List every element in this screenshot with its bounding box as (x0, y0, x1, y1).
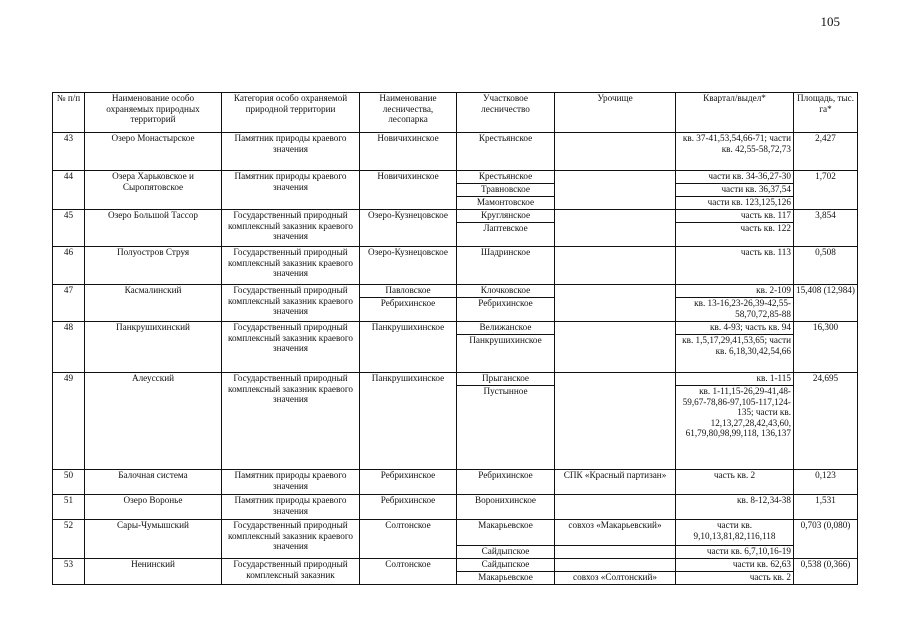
row-district: Мамонтовское (457, 197, 555, 210)
row-name: Алеусский (85, 373, 222, 470)
row-quarter: кв. 1,5,17,29,41,53,65; части кв. 6,18,30,42,54,66 (676, 335, 794, 373)
row-forestry: Павловское (360, 285, 457, 298)
table-row (53, 470, 858, 495)
header-name: Наименование особо охраняемых природных территорий (85, 93, 222, 133)
row-forestry: Озеро-Кузнецовское (360, 210, 457, 247)
row-category: Государственный природный комплексный заказник (222, 559, 360, 585)
row-num: 47 (53, 285, 85, 322)
page-number: 105 (820, 14, 840, 29)
table-row (53, 247, 858, 285)
row-quarter: части кв. 6,7,10,16-19 (676, 546, 794, 559)
row-tract: СПК «Красный партизан» (555, 470, 676, 495)
row-area: 0,703 (0,080) (794, 520, 858, 559)
row-name: Балочная система (85, 470, 222, 495)
row-quarter: кв. 4-93; часть кв. 94 (676, 322, 794, 335)
row-num: 50 (53, 470, 85, 495)
table-row (53, 133, 858, 171)
row-category: Государственный природный комплексный заказник краевого значения (222, 520, 360, 559)
row-quarter: части кв. 9,10,13,81,82,116,118 (676, 520, 794, 546)
row-forestry: Солтонское (360, 559, 457, 585)
row-area: 16,300 (794, 322, 858, 373)
row-district: Крестьянское (457, 133, 555, 171)
row-num: 48 (53, 322, 85, 373)
row-num: 53 (53, 559, 85, 585)
row-quarter: кв. 1-115 (676, 373, 794, 386)
row-name: Озера Харьковское и Сыропятовское (85, 171, 222, 210)
table-row (53, 520, 858, 546)
row-district: Панкрушихинское (457, 335, 555, 373)
row-area: 0,508 (794, 247, 858, 285)
row-area: 3,854 (794, 210, 858, 247)
row-area: 1,531 (794, 495, 858, 520)
row-num: 45 (53, 210, 85, 247)
row-area: 2,427 (794, 133, 858, 171)
row-quarter: части кв. 123,125,126 (676, 197, 794, 210)
row-category: Государственный природный комплексный заказник краевого значения (222, 247, 360, 285)
row-category: Государственный природный комплексный заказник краевого значения (222, 210, 360, 247)
table-row (53, 495, 858, 520)
row-name: Ненинский (85, 559, 222, 585)
row-tract (555, 546, 676, 559)
table-row (53, 373, 858, 386)
row-area: 0,123 (794, 470, 858, 495)
row-tract (555, 373, 676, 470)
row-quarter: часть кв. 117 (676, 210, 794, 223)
row-quarter: кв. 2-109 (676, 285, 794, 298)
row-forestry: Озеро-Кузнецовское (360, 247, 457, 285)
protected-areas-table (52, 92, 858, 585)
header-category: Категория особо охраняемой природной территории (222, 93, 360, 133)
row-tract (555, 133, 676, 171)
row-quarter: часть кв. 2 (676, 470, 794, 495)
row-name: Озеро Воронье (85, 495, 222, 520)
row-category: Памятник природы краевого значения (222, 171, 360, 210)
header-quarter: Квартал/выдел* (676, 93, 794, 133)
row-forestry: Ребрихинское (360, 298, 457, 322)
row-forestry: Солтонское (360, 520, 457, 559)
row-quarter: кв. 8-12,34-38 (676, 495, 794, 520)
row-district: Лаптевское (457, 223, 555, 247)
row-district: Клочковское (457, 285, 555, 298)
row-quarter: кв. 13-16,23-26,39-42,55-58,70,72,85-88 (676, 298, 794, 322)
row-forestry: Новичихинское (360, 171, 457, 210)
row-tract: совхоз «Макарьевский» (555, 520, 676, 546)
table-row (53, 210, 858, 223)
row-name: Полуостров Струя (85, 247, 222, 285)
row-forestry: Панкрушихинское (360, 373, 457, 470)
row-tract (555, 322, 676, 373)
header-area: Площадь, тыс. га* (794, 93, 858, 133)
row-quarter: части кв. 34-36,27-30 (676, 171, 794, 184)
table-row (53, 322, 858, 335)
row-name: Панкрушихинский (85, 322, 222, 373)
row-area: 1,702 (794, 171, 858, 210)
table-row (53, 559, 858, 572)
row-category: Государственный природный комплексный заказник краевого значения (222, 322, 360, 373)
row-num: 49 (53, 373, 85, 470)
row-category: Государственный природный комплексный заказник краевого значения (222, 285, 360, 322)
row-num: 44 (53, 171, 85, 210)
table-row (53, 285, 858, 298)
row-quarter: части кв. 62,63 (676, 559, 794, 572)
header-district: Участковое лесничество (457, 93, 555, 133)
row-district: Велижанское (457, 322, 555, 335)
row-forestry: Ребрихинское (360, 470, 457, 495)
row-district: Воронихинское (457, 495, 555, 520)
header-tract: Урочище (555, 93, 676, 133)
row-district: Круглянское (457, 210, 555, 223)
row-forestry: Новичихинское (360, 133, 457, 171)
row-quarter: кв. 37-41,53,54,66-71; части кв. 42,55-58,72,73 (676, 133, 794, 171)
row-num: 43 (53, 133, 85, 171)
row-area: 24,695 (794, 373, 858, 470)
row-quarter: часть кв. 2 (676, 572, 794, 585)
row-category: Памятник природы краевого значения (222, 495, 360, 520)
row-quarter: часть кв. 113 (676, 247, 794, 285)
row-district: Прыганское (457, 373, 555, 386)
row-district: Сайдыпское (457, 546, 555, 559)
row-district: Шадринское (457, 247, 555, 285)
row-tract (555, 495, 676, 520)
row-name: Озеро Большой Тассор (85, 210, 222, 247)
row-name: Сары-Чумышский (85, 520, 222, 559)
row-category: Памятник природы краевого значения (222, 470, 360, 495)
row-tract (555, 285, 676, 322)
row-district: Ребрихинское (457, 298, 555, 322)
header-forestry: Наименование лесничества, лесопарка (360, 93, 457, 133)
row-area: 15,408 (12,984) (794, 285, 858, 322)
row-quarter: кв. 1-11,15-26,29-41,48-59,67-78,86-97,105-117,124-135; части кв. 12,13,27,28,42,43,60, 61,79,80,98,99,118, 136,137 (676, 386, 794, 470)
row-name: Озеро Монастырское (85, 133, 222, 171)
row-tract (555, 171, 676, 210)
row-category: Памятник природы краевого значения (222, 133, 360, 171)
row-tract (555, 247, 676, 285)
row-num: 52 (53, 520, 85, 559)
row-tract: совхоз «Солтонский» (555, 572, 676, 585)
row-name: Касмалинский (85, 285, 222, 322)
row-tract (555, 210, 676, 247)
row-forestry: Панкрушихинское (360, 322, 457, 373)
row-category: Государственный природный комплексный заказник краевого значения (222, 373, 360, 470)
row-area: 0,538 (0,366) (794, 559, 858, 585)
row-district: Сайдыпское (457, 559, 555, 572)
table-row (53, 171, 858, 184)
row-num: 51 (53, 495, 85, 520)
row-forestry: Ребрихинское (360, 495, 457, 520)
row-quarter: части кв. 36,37,54 (676, 184, 794, 197)
row-num: 46 (53, 247, 85, 285)
row-district: Пустынное (457, 386, 555, 470)
row-district: Макарьевское (457, 520, 555, 546)
table-header-row (53, 93, 858, 133)
row-quarter: часть кв. 122 (676, 223, 794, 247)
header-num: № п/п (53, 93, 85, 133)
row-tract (555, 559, 676, 572)
row-district: Травновское (457, 184, 555, 197)
row-district: Макарьевское (457, 572, 555, 585)
row-district: Крестьянское (457, 171, 555, 184)
row-district: Ребрихинское (457, 470, 555, 495)
